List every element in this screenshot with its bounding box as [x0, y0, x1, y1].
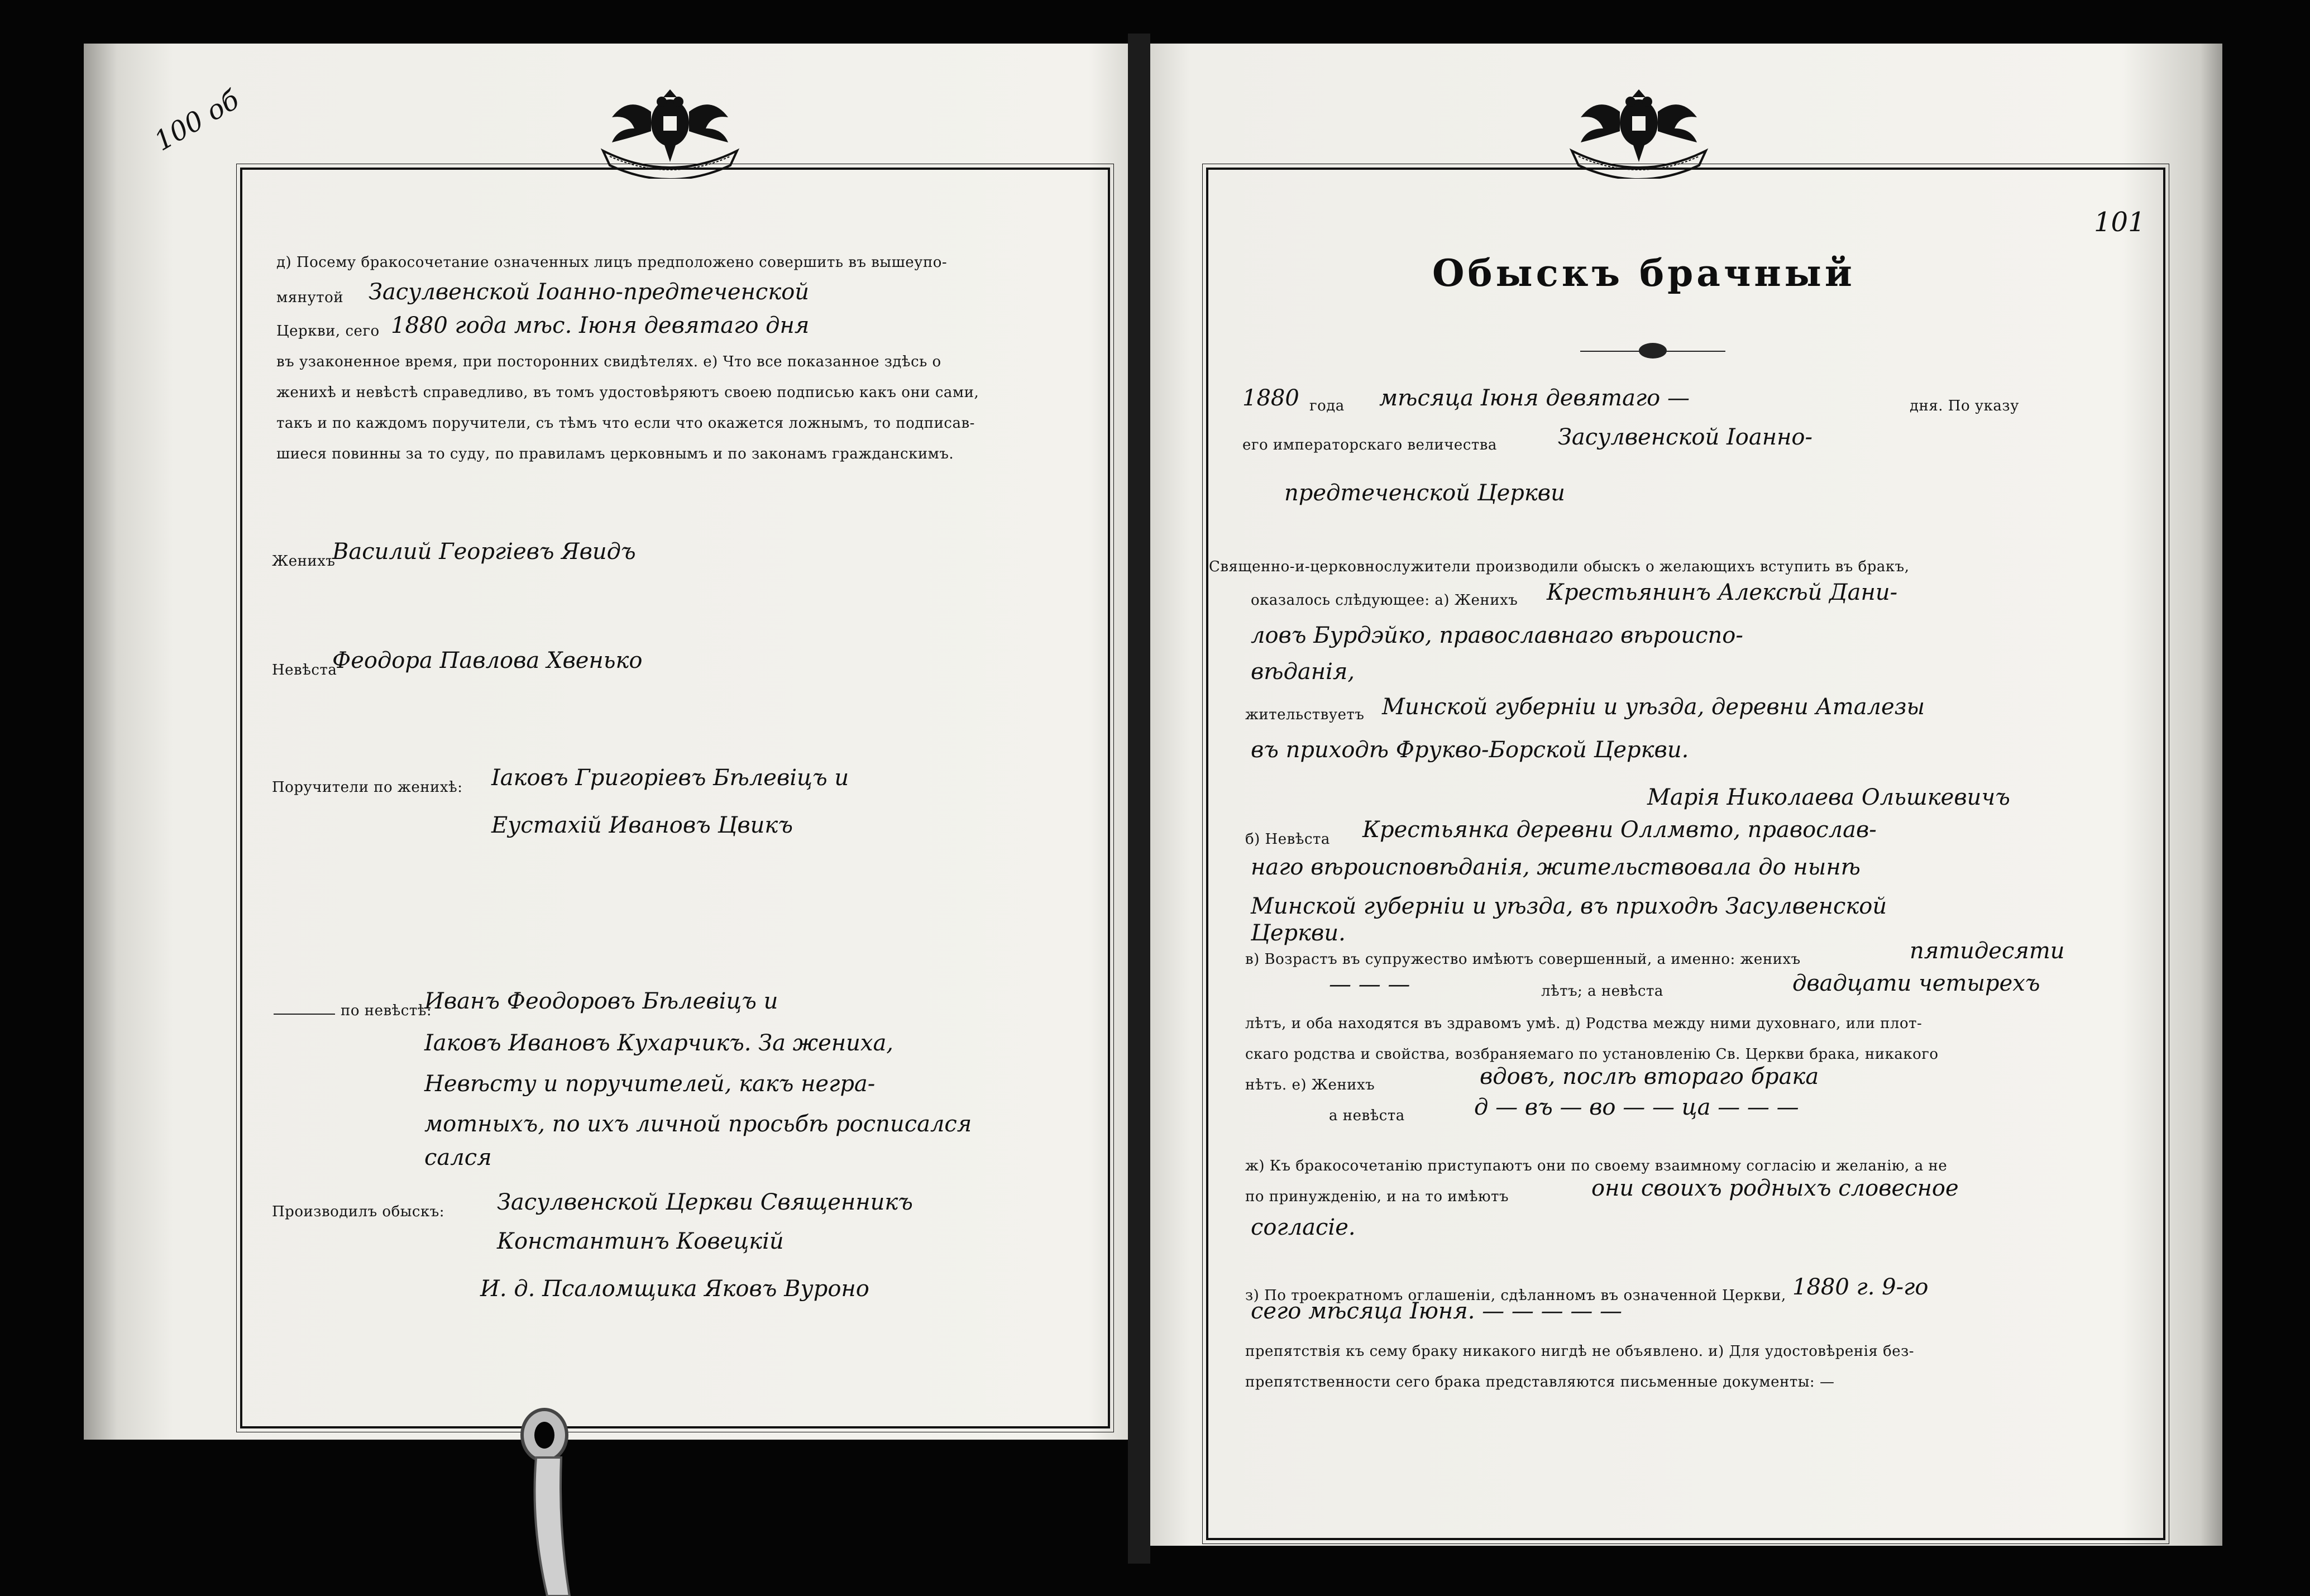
bride-guarantors-label: по невѣстѣ: [341, 1002, 432, 1019]
bride-guarantors-line-2: Iаковъ Ивановъ Кухарчикъ. За жениха, [424, 1030, 894, 1056]
right-line-1-b: дня. По указу [1910, 398, 2019, 414]
right-line-19-hand: д — въ — во — — ца — — — [1474, 1095, 1799, 1120]
right-line-10-a: б) Невѣста [1245, 831, 1330, 848]
right-line-13-hand: Церкви. [1251, 920, 1346, 946]
right-line-5-hand: Крестьянинъ Алексѣй Дани- [1547, 580, 1898, 605]
right-line-2-hand: Засулвенской Iоанно- [1558, 424, 1813, 450]
eagle-emblem-right [1549, 78, 1728, 179]
right-line-8-hand: Минской губернiи и уѣзда, деревни Аталезы [1382, 694, 1925, 720]
right-line-14-a: в) Возрастъ въ супружество имѣютъ совершенный, а именно: женихъ [1245, 951, 1801, 968]
bride-guarantors-line-4: мотныхъ, по ихъ личной просьбѣ росписался [424, 1111, 972, 1137]
left-item-5-line-5: женихѣ и невѣстѣ справедливо, въ томъ удостовѣряютъ своею подписью какъ они сами, [276, 384, 979, 401]
left-item-5-line-6: такъ и по каждомъ поручители, съ тѣмъ что если что окажется ложнымъ, то подписав- [276, 415, 975, 432]
right-line-23-hand: 1880 г. 9-го [1792, 1274, 1929, 1300]
right-line-23-a: з) По троекратномъ оглашенiи, сдѣланномъ въ означенной Церкви, [1245, 1287, 1786, 1304]
right-line-3-hand: предтеченской Церкви [1284, 480, 1565, 506]
groom-guarantors-label: Поручители по женихѣ: [272, 779, 463, 796]
investigator-line-3: И. д. Псаломщика Яковъ Вуроно [480, 1276, 869, 1302]
right-line-16: лѣтъ, и оба находятся въ здравомъ умѣ. д) Родства между ними духовнаго, или плот- [1245, 1015, 1922, 1032]
left-item-5-line-2: мянутой [276, 289, 344, 306]
eagle-emblem-left [581, 78, 759, 179]
right-line-25: препятствiя къ сему браку никакого нигдѣ не объявлено. и) Для удостовѣренiя без- [1245, 1343, 1915, 1360]
right-page-number: 101 [2094, 207, 2145, 238]
left-item-5-line-4: въ узаконенное время, при посторонних свидѣтелях. е) Что все показанное здѣсь о [276, 353, 941, 370]
bride-label: Невѣста [272, 662, 337, 678]
right-line-1-date: мѣсяца Iюня девятаго — [1379, 385, 1690, 411]
right-line-17: скаго родства и свойства, возбраняемаго по установленiю Св. Церкви брака, никакого [1245, 1046, 1939, 1063]
groom-guarantors-line-1: Iаковъ Григорiевъ Бѣлевiцъ и [491, 765, 849, 791]
right-line-2-a: его императорскаго величества [1242, 437, 1497, 453]
title-ornament [1639, 343, 1667, 359]
right-page-frame [1206, 168, 2165, 1540]
groom-value: Василий Георгiевъ Явидъ [332, 539, 636, 565]
right-line-10-hand: Крестьянка деревни Оллмвто, православ- [1362, 817, 1877, 843]
left-item-5-date-handwritten: 1880 года мѣс. Iюня девятаго дня [391, 313, 810, 338]
right-line-15-dash: — — — [1329, 972, 1410, 997]
right-line-20: ж) Къ бракосочетанiю приступаютъ они по своему взаимному согласiю и желанiю, а не [1245, 1158, 1948, 1174]
right-line-24-hand: сего мѣсяца Iюня. — — — — — [1251, 1298, 1623, 1324]
right-line-21-a: по принужденiю, и на то имѣютъ [1245, 1188, 1509, 1205]
book-gutter [1128, 34, 1150, 1564]
bride-guarantors-line-5: сался [424, 1145, 492, 1170]
right-line-14-hand: пятидесяти [1910, 938, 2065, 964]
right-line-9-hand: въ приходѣ Фрукво-Борской Церкви. [1251, 737, 1689, 763]
investigator-line-2: Константинъ Ковецкiй [497, 1229, 784, 1254]
right-line-15-hand: двадцати четырехъ [1792, 971, 2040, 996]
left-page-number: 100 об [149, 84, 245, 157]
left-item-5-line-7: шиеся повинны за то суду, по правиламъ церковнымъ и по законамъ гражданскимъ. [276, 446, 954, 462]
right-line-8-a: жительствуетъ [1245, 706, 1365, 723]
right-line-19-a: а невѣста [1329, 1107, 1405, 1124]
right-line-11-hand: наго вѣроисповѣданiя, жительствовала до нынѣ [1251, 854, 1861, 880]
right-line-21-hand: они своихъ родныхъ словесное [1591, 1176, 1959, 1201]
investigator-line-1: Засулвенской Церкви Священникъ [497, 1189, 913, 1215]
right-line-12-hand: Минской губернiи и уѣзда, въ приходѣ Засулвенской [1251, 893, 1887, 919]
right-line-5-a: оказалось слѣдующее: а) Женихъ [1251, 592, 1518, 609]
right-line-4: Священно-и-церковнослужители производили обыскъ о желающихъ вступить въ бракъ, [1209, 558, 1910, 575]
right-line-1-year: 1880 [1242, 385, 1299, 411]
left-item-5-line-1: д) Посему бракосочетание означенных лицъ предположено совершить въ вышеупо- [276, 254, 948, 271]
left-item-5-church-handwritten: Засулвенской Iоанно-предтеченской [369, 279, 810, 305]
investigator-label: Производилъ обыскъ: [272, 1203, 445, 1220]
groom-guarantors-line-2: Еустахiй Ивановъ Цвикъ [491, 813, 793, 838]
groom-label: Женихъ [272, 553, 336, 570]
right-line-1-a: года [1309, 398, 1345, 414]
bride-guarantors-line-1: Иванъ Феодоровъ Бѣлевiцъ и [424, 988, 778, 1014]
document-title: Обыскъ брачный [1432, 251, 1855, 295]
right-line-7-hand: вѣданiя, [1251, 659, 1355, 685]
right-line-22-hand: согласiе. [1251, 1215, 1356, 1240]
right-line-26: препятственности сего брака представляются письменные документы: — [1245, 1374, 1835, 1390]
right-line-18-a: нѣтъ. е) Женихъ [1245, 1077, 1375, 1093]
metal-clip [503, 1407, 603, 1596]
left-item-5-line-3: Церкви, сего [276, 323, 380, 340]
bride-value: Феодора Павлова Хвенько [332, 648, 643, 673]
bride-guarantors-rule [274, 1014, 335, 1015]
right-line-15-a: лѣтъ; а невѣста [1541, 983, 1663, 1000]
bride-guarantors-line-3: Невѣсту и поручителей, какъ негра- [424, 1071, 876, 1097]
right-line-6-hand: ловъ Бурдэйко, православнаго вѣроиспо- [1251, 623, 1743, 648]
right-line-18-hand: вдовъ, послѣ втораго брака [1480, 1064, 1819, 1090]
bride-name-handwritten: Марiя Николаева Ольшкевичъ [1647, 785, 2010, 810]
